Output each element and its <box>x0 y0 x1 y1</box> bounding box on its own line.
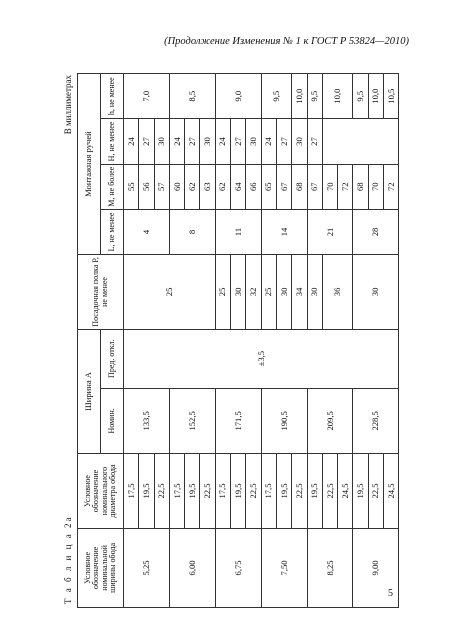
cell-M: 72 <box>338 164 353 209</box>
table-row <box>124 74 139 608</box>
cell-width-nom: 133,5 <box>124 388 170 454</box>
cell-diameter: 19,5 <box>276 454 291 529</box>
cell-L: 8 <box>169 209 215 254</box>
cell-width-nom: 190,5 <box>261 388 307 454</box>
cell-M: 67 <box>307 164 322 209</box>
cell-M: 55 <box>124 164 139 209</box>
header-width-dev: Пред. откл. <box>101 329 124 388</box>
cell-diameter: 22,5 <box>368 454 383 529</box>
cell-M: 62 <box>215 164 230 209</box>
cell-diameter: 22,5 <box>200 454 215 529</box>
header-H: Н, не менее <box>101 119 124 164</box>
cell-diameter: 24,5 <box>384 454 399 529</box>
header-rim-diameter: Условное обозначение номинального диаметра обода <box>78 454 124 529</box>
header-width-nom: Номин. <box>101 388 124 454</box>
header-width-a: Ширина А <box>78 329 101 453</box>
cell-h: 9,5 <box>307 74 322 119</box>
cell-rim-width: 5,25 <box>124 528 170 607</box>
cell-width-dev: ±3,5 <box>124 329 399 388</box>
cell-M: 68 <box>353 164 368 209</box>
cell-M: 66 <box>246 164 261 209</box>
cell-M: 68 <box>292 164 307 209</box>
rotated-table-container <box>61 73 396 608</box>
cell-shelf: 30 <box>276 255 291 330</box>
cell-diameter: 19,5 <box>139 454 154 529</box>
cell-H: 27 <box>276 119 291 164</box>
cell-diameter: 19,5 <box>353 454 368 529</box>
cell-H: 24 <box>261 119 276 164</box>
header-rim-width: Условное обозначение номинальной ширины обода <box>78 528 124 607</box>
cell-width-nom: 209,5 <box>307 388 353 454</box>
cell-M: 62 <box>185 164 200 209</box>
cell-shelf: 30 <box>307 255 322 330</box>
cell-rim-width: 7,50 <box>261 528 307 607</box>
cell-H: 24 <box>169 119 184 164</box>
cell-L: 4 <box>124 209 170 254</box>
cell-h: 9,5 <box>261 74 292 119</box>
cell-H: 30 <box>292 119 307 164</box>
cell-h: 10,5 <box>384 74 399 119</box>
cell-rim-width: 9,00 <box>353 528 399 607</box>
cell-H: 30 <box>154 119 169 164</box>
cell-shelf: 34 <box>292 255 307 330</box>
cell-diameter: 22,5 <box>246 454 261 529</box>
cell-diameter: 17,5 <box>261 454 276 529</box>
cell-width-nom: 228,5 <box>353 388 399 454</box>
cell-rim-width: 6,75 <box>215 528 261 607</box>
cell-H: 30 <box>200 119 215 164</box>
cell-diameter: 24,5 <box>338 454 353 529</box>
cell-width-nom: 171,5 <box>215 388 261 454</box>
cell-h: 10,0 <box>292 74 307 119</box>
cell-M: 65 <box>261 164 276 209</box>
cell-diameter: 22,5 <box>292 454 307 529</box>
cell-L: 21 <box>307 209 353 254</box>
continuation-header: (Продолжение Изменения № 1 к ГОСТ Р 53824—2010) <box>164 36 409 47</box>
cell-rim-width: 6,00 <box>169 528 215 607</box>
cell-shelf: 30 <box>231 255 246 330</box>
cell-H: 27 <box>139 119 154 164</box>
cell-M: 70 <box>322 164 337 209</box>
cell-h: 7,0 <box>124 74 170 119</box>
cell-h: 10,0 <box>322 74 353 119</box>
cell-M: 72 <box>384 164 399 209</box>
cell-diameter: 19,5 <box>185 454 200 529</box>
header-h: h, не менее <box>101 74 124 119</box>
header-L: L, не менее <box>101 209 124 254</box>
page-number: 5 <box>388 588 393 599</box>
cell-shelf: 32 <box>246 255 261 330</box>
cell-diameter: 17,5 <box>169 454 184 529</box>
cell-diameter: 17,5 <box>215 454 230 529</box>
cell-shelf: 36 <box>322 255 353 330</box>
cell-M: 60 <box>169 164 184 209</box>
cell-shelf: 25 <box>124 255 216 330</box>
cell-M: 63 <box>200 164 215 209</box>
cell-h: 10,0 <box>368 74 383 119</box>
cell-h: 9,5 <box>353 74 368 119</box>
cell-L: 11 <box>215 209 261 254</box>
cell-rim-width: 8,25 <box>307 528 353 607</box>
cell-L: 28 <box>353 209 399 254</box>
cell-M: 64 <box>231 164 246 209</box>
cell-M: 56 <box>139 164 154 209</box>
cell-H: 27 <box>307 119 322 164</box>
cell-diameter: 19,5 <box>307 454 322 529</box>
cell-H: 24 <box>215 119 230 164</box>
cell-H: 27 <box>185 119 200 164</box>
cell-H: 24 <box>124 119 139 164</box>
cell-shelf: 30 <box>353 255 399 330</box>
cell-diameter: 19,5 <box>231 454 246 529</box>
cell-H: 30 <box>246 119 261 164</box>
cell-M: 57 <box>154 164 169 209</box>
header-M: М, не более <box>101 164 124 209</box>
cell-h: 9,0 <box>215 74 261 119</box>
table-caption: Т а б л и ц а 2а <box>63 515 73 604</box>
cell-H <box>322 119 398 164</box>
header-shelf-p: Посадочная полка Р, не менее <box>78 255 124 330</box>
header-mount-handle: Монтажная ручей <box>78 74 101 255</box>
cell-L: 14 <box>261 209 307 254</box>
data-table <box>77 73 399 608</box>
cell-h: 8,5 <box>169 74 215 119</box>
cell-diameter: 17,5 <box>124 454 139 529</box>
cell-shelf: 25 <box>261 255 276 330</box>
cell-H: 27 <box>231 119 246 164</box>
cell-M: 67 <box>276 164 291 209</box>
cell-M: 70 <box>368 164 383 209</box>
cell-diameter: 22,5 <box>154 454 169 529</box>
cell-diameter: 22,5 <box>322 454 337 529</box>
cell-shelf: 25 <box>215 255 230 330</box>
cell-width-nom: 152,5 <box>169 388 215 454</box>
table-units: В миллиметрах <box>63 75 73 135</box>
